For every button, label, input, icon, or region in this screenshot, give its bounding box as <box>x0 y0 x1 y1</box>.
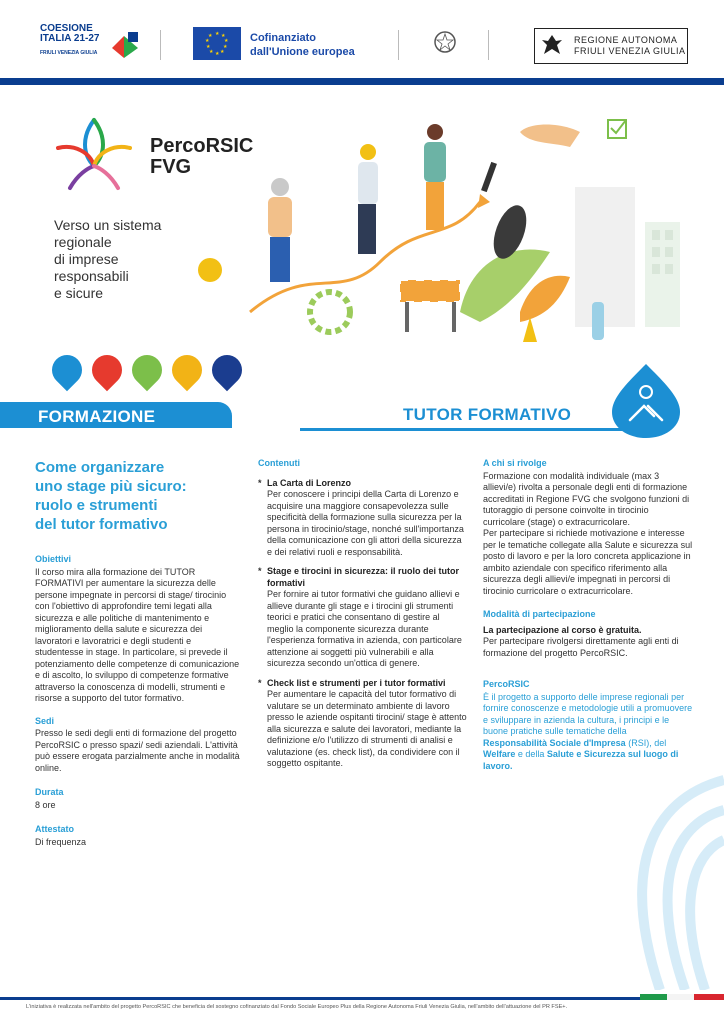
gear-icon <box>86 349 128 391</box>
coesione-logo <box>40 24 99 58</box>
certificate-heading: Attestato <box>35 824 75 834</box>
brand-line-1: PercoRSIC <box>150 135 254 157</box>
decorative-arcs <box>560 760 724 990</box>
brand-line-2: FVG <box>150 156 192 178</box>
content-item-title: Stage e tirocini in sicurezza: il ruolo dei tutor formativi <box>267 566 460 588</box>
certificate-text: Di frequenza <box>35 836 87 847</box>
course-title-line: del tutor formativo <box>35 516 168 533</box>
svg-text:★: ★ <box>221 33 226 39</box>
svg-text:★: ★ <box>206 44 211 50</box>
content-item-title: La Carta di Lorenzo <box>267 477 352 488</box>
region-text <box>574 35 686 57</box>
flag-stripe-green <box>640 994 667 1000</box>
bullet-icon: * <box>258 477 262 488</box>
svg-text:★: ★ <box>209 49 214 55</box>
participation-free: La partecipazione al corso è gratuita. <box>483 624 642 635</box>
column-course-info <box>35 458 240 848</box>
duration-heading: Durata <box>35 787 64 797</box>
divider <box>160 30 161 60</box>
percorsic-text-part: È il progetto a supporto delle imprese regionali per fornire conoscenze e metodologie utili a promuovere e sviluppare in azienda la cultura, i principi e le buone pratiche sulle tematiche della <box>483 691 693 736</box>
course-title-line: uno stage più sicuro: <box>35 478 187 495</box>
content-item <box>258 566 468 670</box>
audience-heading: A chi si rivolge <box>483 458 547 468</box>
content-item-text: Per aumentare le capacità del tutor formativo di valutare se un determinato ambiente di lavoro presso le aziende ospitanti tirocini/ stage è attento alla sicurezza e salute dei lavoratori, mediante la definizione e/o l'utilizzo di strumenti di analisi e valutazione (es. check list), da condividere con il soggetto ospitante. <box>267 689 467 768</box>
column-contents <box>258 458 468 778</box>
tagline <box>54 217 204 302</box>
participation-heading: Modalità di partecipazione <box>483 609 596 619</box>
content-item-text: Per fornire ai tutor formativi che guidano allievi e allieve durante gli stage e i tirocini gli strumenti teorici e pratici che consentano di gestire al meglio la componente sicurezza durante l'esperienza formativa in azienda, con particolare attenzione ai soggetti più vulnerabili e alla sicurezza secondo un'ottica di genere. <box>267 589 462 668</box>
eu-line-1: Cofinanziato <box>250 32 316 44</box>
bullet-icon: * <box>258 677 262 688</box>
region-line-1: REGIONE AUTONOMA <box>574 35 678 45</box>
contents-heading: Contenuti <box>258 458 300 468</box>
svg-text:★: ★ <box>223 44 228 50</box>
svg-text:★: ★ <box>215 51 220 57</box>
content-item <box>258 678 468 770</box>
duration-text: 8 ore <box>35 799 56 810</box>
participation-text: Per partecipare rivolgersi direttamente agli enti di formazione del progetto PercoRSIC. <box>483 636 679 658</box>
svg-text:★: ★ <box>205 38 210 44</box>
tagline-line: di imprese <box>54 251 119 267</box>
percorsic-text-part: (RSI), del <box>625 737 667 748</box>
locations-text: Presso le sedi degli enti di formazione del progetto PercoRSIC o presso spazi/ sedi aziendali. L'attività può essere erogata parzialmente anche in modalità online. <box>35 728 240 773</box>
percorsic-highlight: Salute e Sicurezza sul luogo di lavoro. <box>483 749 679 771</box>
divider <box>488 30 489 60</box>
content-item-title: Check list e strumenti per i tutor formativi <box>267 677 446 688</box>
section-label-formazione: FORMAZIONE <box>38 407 156 426</box>
leaf-icon <box>126 349 168 391</box>
eu-line-2: dall'Unione europea <box>250 46 355 58</box>
coesione-text-1: COESIONE <box>40 23 93 34</box>
audience-text-2: Per partecipare si richiede motivazione e interesse per le tematiche collegate alla Salute e sicurezza sul posto di lavoro e per la loro concreta applicazione in ambito aziendale con specifico riferimento alla sicurezza degli allievi/e impegnati in percorsi di tirocinio curricolare o extracurricolare. <box>483 528 693 596</box>
eu-flag-icon <box>193 27 241 60</box>
percorsic-logo-icon <box>52 114 136 194</box>
flag-stripe-white <box>667 994 694 1000</box>
coesione-sub: FRIULI VENEZIA GIULIA <box>40 50 98 56</box>
section-label-tutor: TUTOR FORMATIVO <box>403 405 572 424</box>
course-title-line: ruolo e strumenti <box>35 497 158 514</box>
coesione-text-2: ITALIA 21-27 <box>40 33 100 44</box>
svg-text:★: ★ <box>215 31 220 37</box>
region-line-2: FRIULI VENEZIA GIULIA <box>574 46 686 56</box>
objectives-heading: Obiettivi <box>35 554 72 564</box>
svg-text:★: ★ <box>220 49 225 55</box>
content-item-text: Per conoscere i principi della Carta di Lorenzo e acquisire una maggiore consapevolezza sulle specificità della formazione sulla sicurezza per la persona in tirocinio/stage, nonché sull'importanza della comunicazione con gli attori della sicurezza e dei relativi ruoli e responsabilità. <box>267 489 464 557</box>
tagline-line: responsabili <box>54 268 129 284</box>
person-icon <box>46 349 88 391</box>
flag-stripe-red <box>694 994 724 1000</box>
footer-note: L'iniziativa è realizzata nell'ambito del progetto PercoRSIC che beneficia del sostegno cofinanziato dal Fondo Sociale Europeo Plus della Regione Autonoma Friuli Venezia Giulia, nell'ambito dell'attuazione del PR FSE+. <box>26 1004 568 1010</box>
tagline-line: regionale <box>54 234 112 250</box>
section-band-right <box>300 428 660 431</box>
hero-illustration <box>190 112 690 352</box>
top-bar <box>0 78 724 85</box>
bullet-icon: * <box>258 566 262 576</box>
divider <box>398 30 399 60</box>
tagline-line: Verso un sistema <box>54 217 162 233</box>
eagle-icon <box>540 32 564 58</box>
percorsic-text-part: e della <box>515 749 547 759</box>
handshake-icon <box>610 362 682 440</box>
column-audience <box>483 458 693 772</box>
eu-cofinance-text <box>250 31 355 59</box>
course-title-line: Come organizzare <box>35 459 165 476</box>
percorsic-highlight: Responsabilità Sociale d'Impresa <box>483 737 626 748</box>
lock-icon <box>206 349 248 391</box>
percorsic-heading: PercoRSIC <box>483 679 530 689</box>
locations-heading: Sedi <box>35 715 55 726</box>
percorsic-highlight: Welfare <box>483 749 516 759</box>
svg-text:★: ★ <box>224 38 229 44</box>
content-item <box>258 478 468 559</box>
course-title <box>35 458 240 534</box>
hands-icon <box>166 349 208 391</box>
objectives-text: Il corso mira alla formazione dei TUTOR FORMATIVI per aumentare la sicurezza delle persone impegnate in percorsi di stage/ tirocinio con l'obiettivo di approfondire temi legati alla sicurezza e alle politiche di mantenimento e miglioramento della salute e sicurezza dei lavoratori e lavoratrici e degli studenti e studentesse in stage. In particolare, si prevede il potenziamento delle competenze di comunicazione e di ascolto, lo sviluppo di competenze formative attraverso la conoscenza di modelli, strumenti e risorse a supporto del tutor formativo. <box>35 566 240 703</box>
italian-emblem-icon <box>432 28 458 58</box>
svg-text:★: ★ <box>208 33 213 39</box>
footer-bar <box>0 997 724 1000</box>
tagline-line: e sicure <box>54 285 104 301</box>
coesione-mark-icon <box>108 28 144 62</box>
audience-text-1: Formazione con modalità individuale (max 3 allievi/e) rivolta a personale degli enti di formazione accreditati in Regione FVG che svolgono funzioni di tutoraggio di persone coinvolte in tirocinio curricolare (stage) o extracurricolare. <box>483 470 690 527</box>
